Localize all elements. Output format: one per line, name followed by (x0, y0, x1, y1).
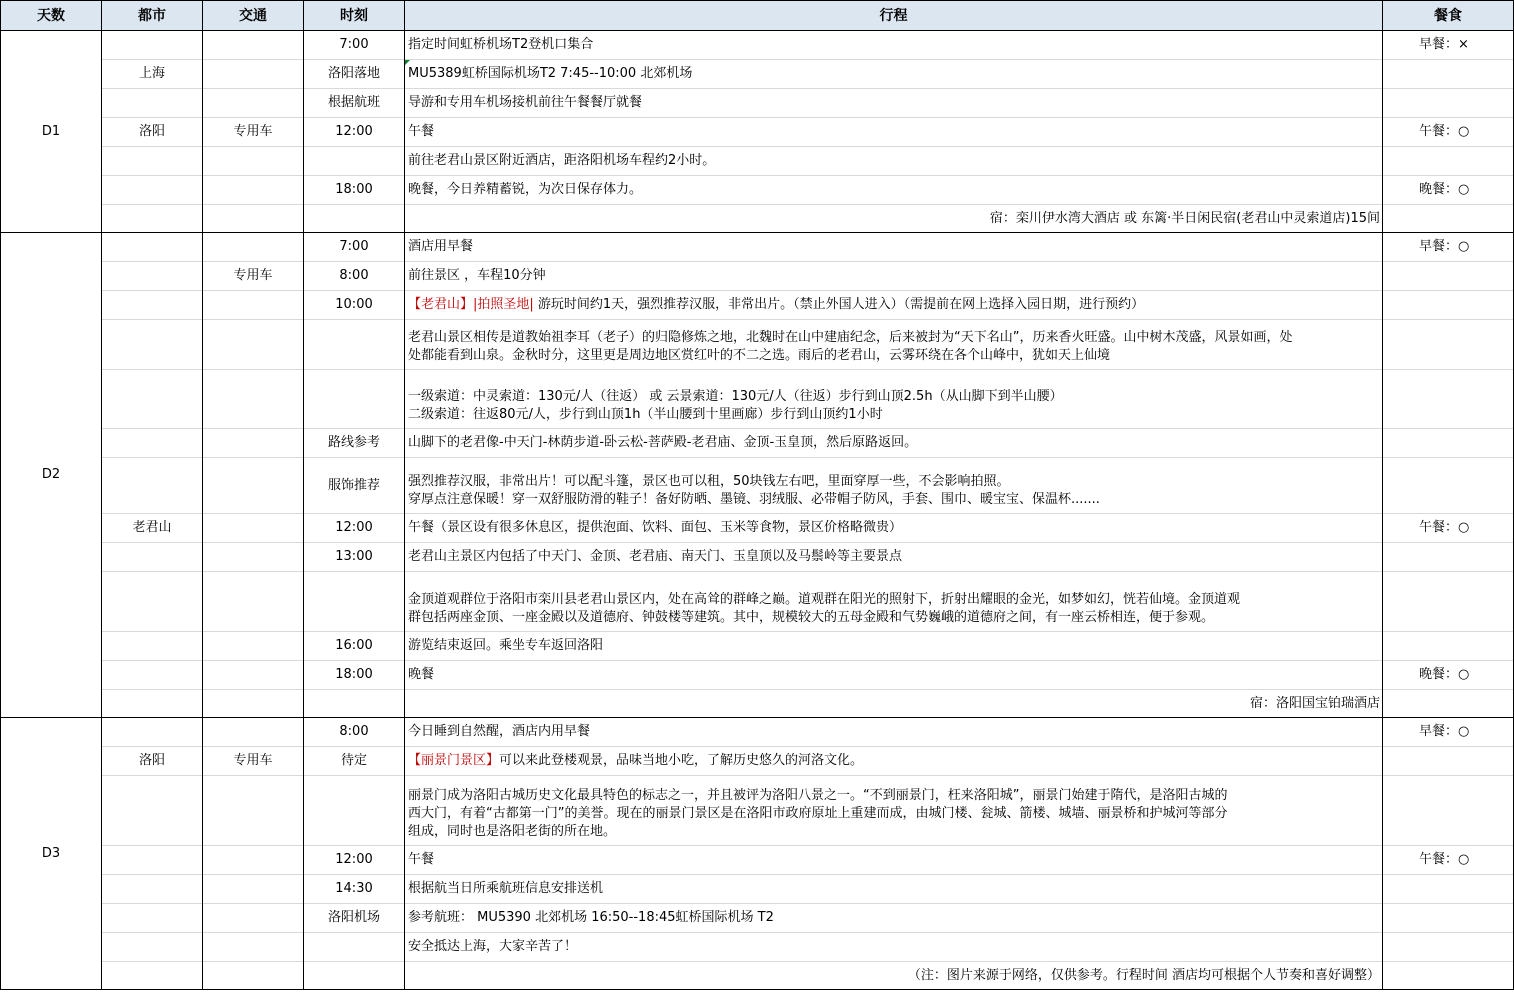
meal-cell: 午餐：○ (1383, 846, 1514, 875)
table-row (1, 690, 1514, 718)
itinerary-cell: 游览结束返回。乘坐专车返回洛阳 (405, 632, 1383, 661)
table-row (1, 31, 1514, 60)
itinerary-cell: 前往景区 ，车程10分钟 (405, 262, 1383, 291)
city-cell: 上海 (102, 60, 203, 89)
attraction-tag: 【老君山】 (408, 297, 474, 312)
table-row (1, 572, 1514, 632)
city-cell: 老君山 (102, 514, 203, 543)
itinerary-cell: 【老君山】|拍照圣地| 游玩时间约1天，强烈推荐汉服，非常出片。（禁止外国人进入）（需提前在网上选择入园日期，进行预约） (405, 291, 1383, 320)
meal-cell: 早餐：○ (1383, 233, 1514, 262)
table-row (1, 370, 1514, 429)
itinerary-cell: 山脚下的老君像-中天门-林荫步道-卧云松-菩萨殿-老君庙、金顶-玉皇顶，然后原路返回。 (405, 429, 1383, 458)
time-cell: 8:00 (304, 262, 405, 291)
note-cell: （注：图片来源于网络，仅供参考。行程时间 酒店均可根据个人节奏和喜好调整） (405, 962, 1383, 990)
time-cell: 7:00 (304, 31, 405, 60)
itinerary-cell: 【丽景门景区】可以来此登楼观景，品味当地小吃，了解历史悠久的河洛文化。 (405, 747, 1383, 776)
itinerary-cell: 晚餐 (405, 661, 1383, 690)
time-cell: 待定 (304, 747, 405, 776)
itinerary-cell: 安全抵达上海，大家辛苦了！ (405, 933, 1383, 962)
table-row (1, 320, 1514, 370)
itinerary-cell: 前往老君山景区附近酒店，距洛阳机场车程约2小时。 (405, 147, 1383, 176)
itinerary-cell: 指定时间虹桥机场T2登机口集合 (405, 31, 1383, 60)
itinerary-cell: 老君山景区相传是道教始祖李耳（老子）的归隐修炼之地，北魏时在山中建庙纪念，后来被封为“天下名山”，历来香火旺盛。山中树木茂盛，风景如画，处 处都能看到山泉。金秋时分，这里更是周边地区赏红叶的不二之选。雨后的老君山，云雾环绕在各个山峰中，犹如天上仙境 (405, 320, 1383, 370)
itinerary-cell: 老君山主景区内包括了中天门、金顶、老君庙、南天门、玉皇顶以及马鬃岭等主要景点 (405, 543, 1383, 572)
city-cell: 洛阳 (102, 747, 203, 776)
table-row (1, 846, 1514, 875)
time-cell: 8:00 (304, 718, 405, 747)
attraction-tag: |拍照圣地| (473, 297, 534, 312)
table-row (1, 875, 1514, 904)
time-cell: 14:30 (304, 875, 405, 904)
table-row (1, 205, 1514, 233)
attraction-tag: 【丽景门景区】 (408, 753, 500, 768)
table-row (1, 262, 1514, 291)
header-itinerary: 行程 (405, 1, 1383, 31)
header-meal: 餐食 (1383, 1, 1514, 31)
time-cell: 服饰推荐 (304, 458, 405, 514)
itinerary-cell: 参考航班： MU5390 北郊机场 16:50--18:45虹桥国际机场 T2 (405, 904, 1383, 933)
itinerary-cell: 晚餐，今日养精蓄锐，为次日保存体力。 (405, 176, 1383, 205)
table-row (1, 147, 1514, 176)
header-day: 天数 (1, 1, 102, 31)
time-cell: 12:00 (304, 846, 405, 875)
table-row (1, 718, 1514, 747)
itinerary-cell: 今日睡到自然醒，酒店内用早餐 (405, 718, 1383, 747)
table-row (1, 747, 1514, 776)
table-row (1, 176, 1514, 205)
table-row (1, 514, 1514, 543)
transport-cell: 专用车 (203, 747, 304, 776)
time-cell: 16:00 (304, 632, 405, 661)
day-cell-d1: D1 (1, 31, 102, 233)
table-row (1, 458, 1514, 514)
meal-cell: 早餐：× (1383, 31, 1514, 60)
time-cell: 根据航班 (304, 89, 405, 118)
table-row (1, 632, 1514, 661)
itinerary-cell: MU5389虹桥国际机场T2 7:45--10:00 北郊机场 (405, 60, 1383, 89)
itinerary-cell: 酒店用早餐 (405, 233, 1383, 262)
header-transport: 交通 (203, 1, 304, 31)
itinerary-cell: 强烈推荐汉服，非常出片！可以配斗篷，景区也可以租，50块钱左右吧，里面穿厚一些，不会影响拍照。 穿厚点注意保暖！穿一双舒服防滑的鞋子！备好防晒、墨镜、羽绒服、必带帽子防风，手套、围巾、暖宝宝、保温杯....... (405, 458, 1383, 514)
header-row (1, 1, 1514, 31)
transport-cell: 专用车 (203, 118, 304, 147)
meal-cell: 午餐：○ (1383, 514, 1514, 543)
hotel-cell: 宿：栾川伊水湾大酒店 或 东篱·半日闲民宿(老君山中灵索道店)15间 (405, 205, 1383, 233)
hotel-cell: 宿：洛阳国宝铂瑞酒店 (405, 690, 1383, 718)
itinerary-cell: 丽景门成为洛阳古城历史文化最具特色的标志之一，并且被评为洛阳八景之一。“不到丽景门，枉来洛阳城”，丽景门始建于隋代，是洛阳古城的 西大门，有着“古都第一门”的美誉。现在的丽景门景区是在洛阳市政府原址上重建而成，由城门楼、瓮城、箭楼、城墙、丽景桥和护城河等部分 组成，同时也是洛阳老街的所在地。 (405, 776, 1383, 846)
meal-cell: 晚餐：○ (1383, 661, 1514, 690)
header-time: 时刻 (304, 1, 405, 31)
city-cell: 洛阳 (102, 118, 203, 147)
itinerary-cell: 午餐 (405, 846, 1383, 875)
table-row (1, 543, 1514, 572)
time-cell: 路线参考 (304, 429, 405, 458)
header-city: 都市 (102, 1, 203, 31)
table-row (1, 776, 1514, 846)
table-row (1, 89, 1514, 118)
time-cell: 12:00 (304, 118, 405, 147)
itinerary-cell: 午餐 (405, 118, 1383, 147)
table-row (1, 962, 1514, 990)
time-cell: 12:00 (304, 514, 405, 543)
time-cell: 洛阳机场 (304, 904, 405, 933)
table-row (1, 233, 1514, 262)
itinerary-cell: 导游和专用车机场接机前往午餐餐厅就餐 (405, 89, 1383, 118)
table-row (1, 661, 1514, 690)
table-row (1, 904, 1514, 933)
time-cell: 18:00 (304, 661, 405, 690)
meal-cell: 晚餐：○ (1383, 176, 1514, 205)
table-row (1, 429, 1514, 458)
table-row (1, 291, 1514, 320)
meal-cell: 早餐：○ (1383, 718, 1514, 747)
itinerary-cell: 一级索道：中灵索道：130元/人（往返） 或 云景索道：130元/人（往返）步行到山顶2.5h（从山脚下到半山腰） 二级索道：往返80元/人，步行到山顶1h（半山腰到十里画廊）步行到山顶约1小时 (405, 370, 1383, 429)
itinerary-cell: 根据航当日所乘航班信息安排送机 (405, 875, 1383, 904)
table-row (1, 118, 1514, 147)
time-cell: 洛阳落地 (304, 60, 405, 89)
day-cell-d3: D3 (1, 718, 102, 990)
table-row (1, 60, 1514, 89)
day-cell-d2: D2 (1, 233, 102, 718)
table-row (1, 933, 1514, 962)
time-cell: 13:00 (304, 543, 405, 572)
time-cell: 7:00 (304, 233, 405, 262)
time-cell: 10:00 (304, 291, 405, 320)
itinerary-cell: 午餐（景区设有很多休息区，提供泡面、饮料、面包、玉米等食物，景区价格略微贵） (405, 514, 1383, 543)
itinerary-cell: 金顶道观群位于洛阳市栾川县老君山景区内，处在高耸的群峰之巅。道观群在阳光的照射下，折射出耀眼的金光，如梦如幻，恍若仙境。金顶道观 群包括两座金顶、一座金殿以及道德府、钟鼓楼等建筑。其中，规模较大的五母金殿和气势巍峨的道德府之间，有一座云桥相连，便于参观。 (405, 572, 1383, 632)
meal-cell: 午餐：○ (1383, 118, 1514, 147)
time-cell: 18:00 (304, 176, 405, 205)
transport-cell: 专用车 (203, 262, 304, 291)
